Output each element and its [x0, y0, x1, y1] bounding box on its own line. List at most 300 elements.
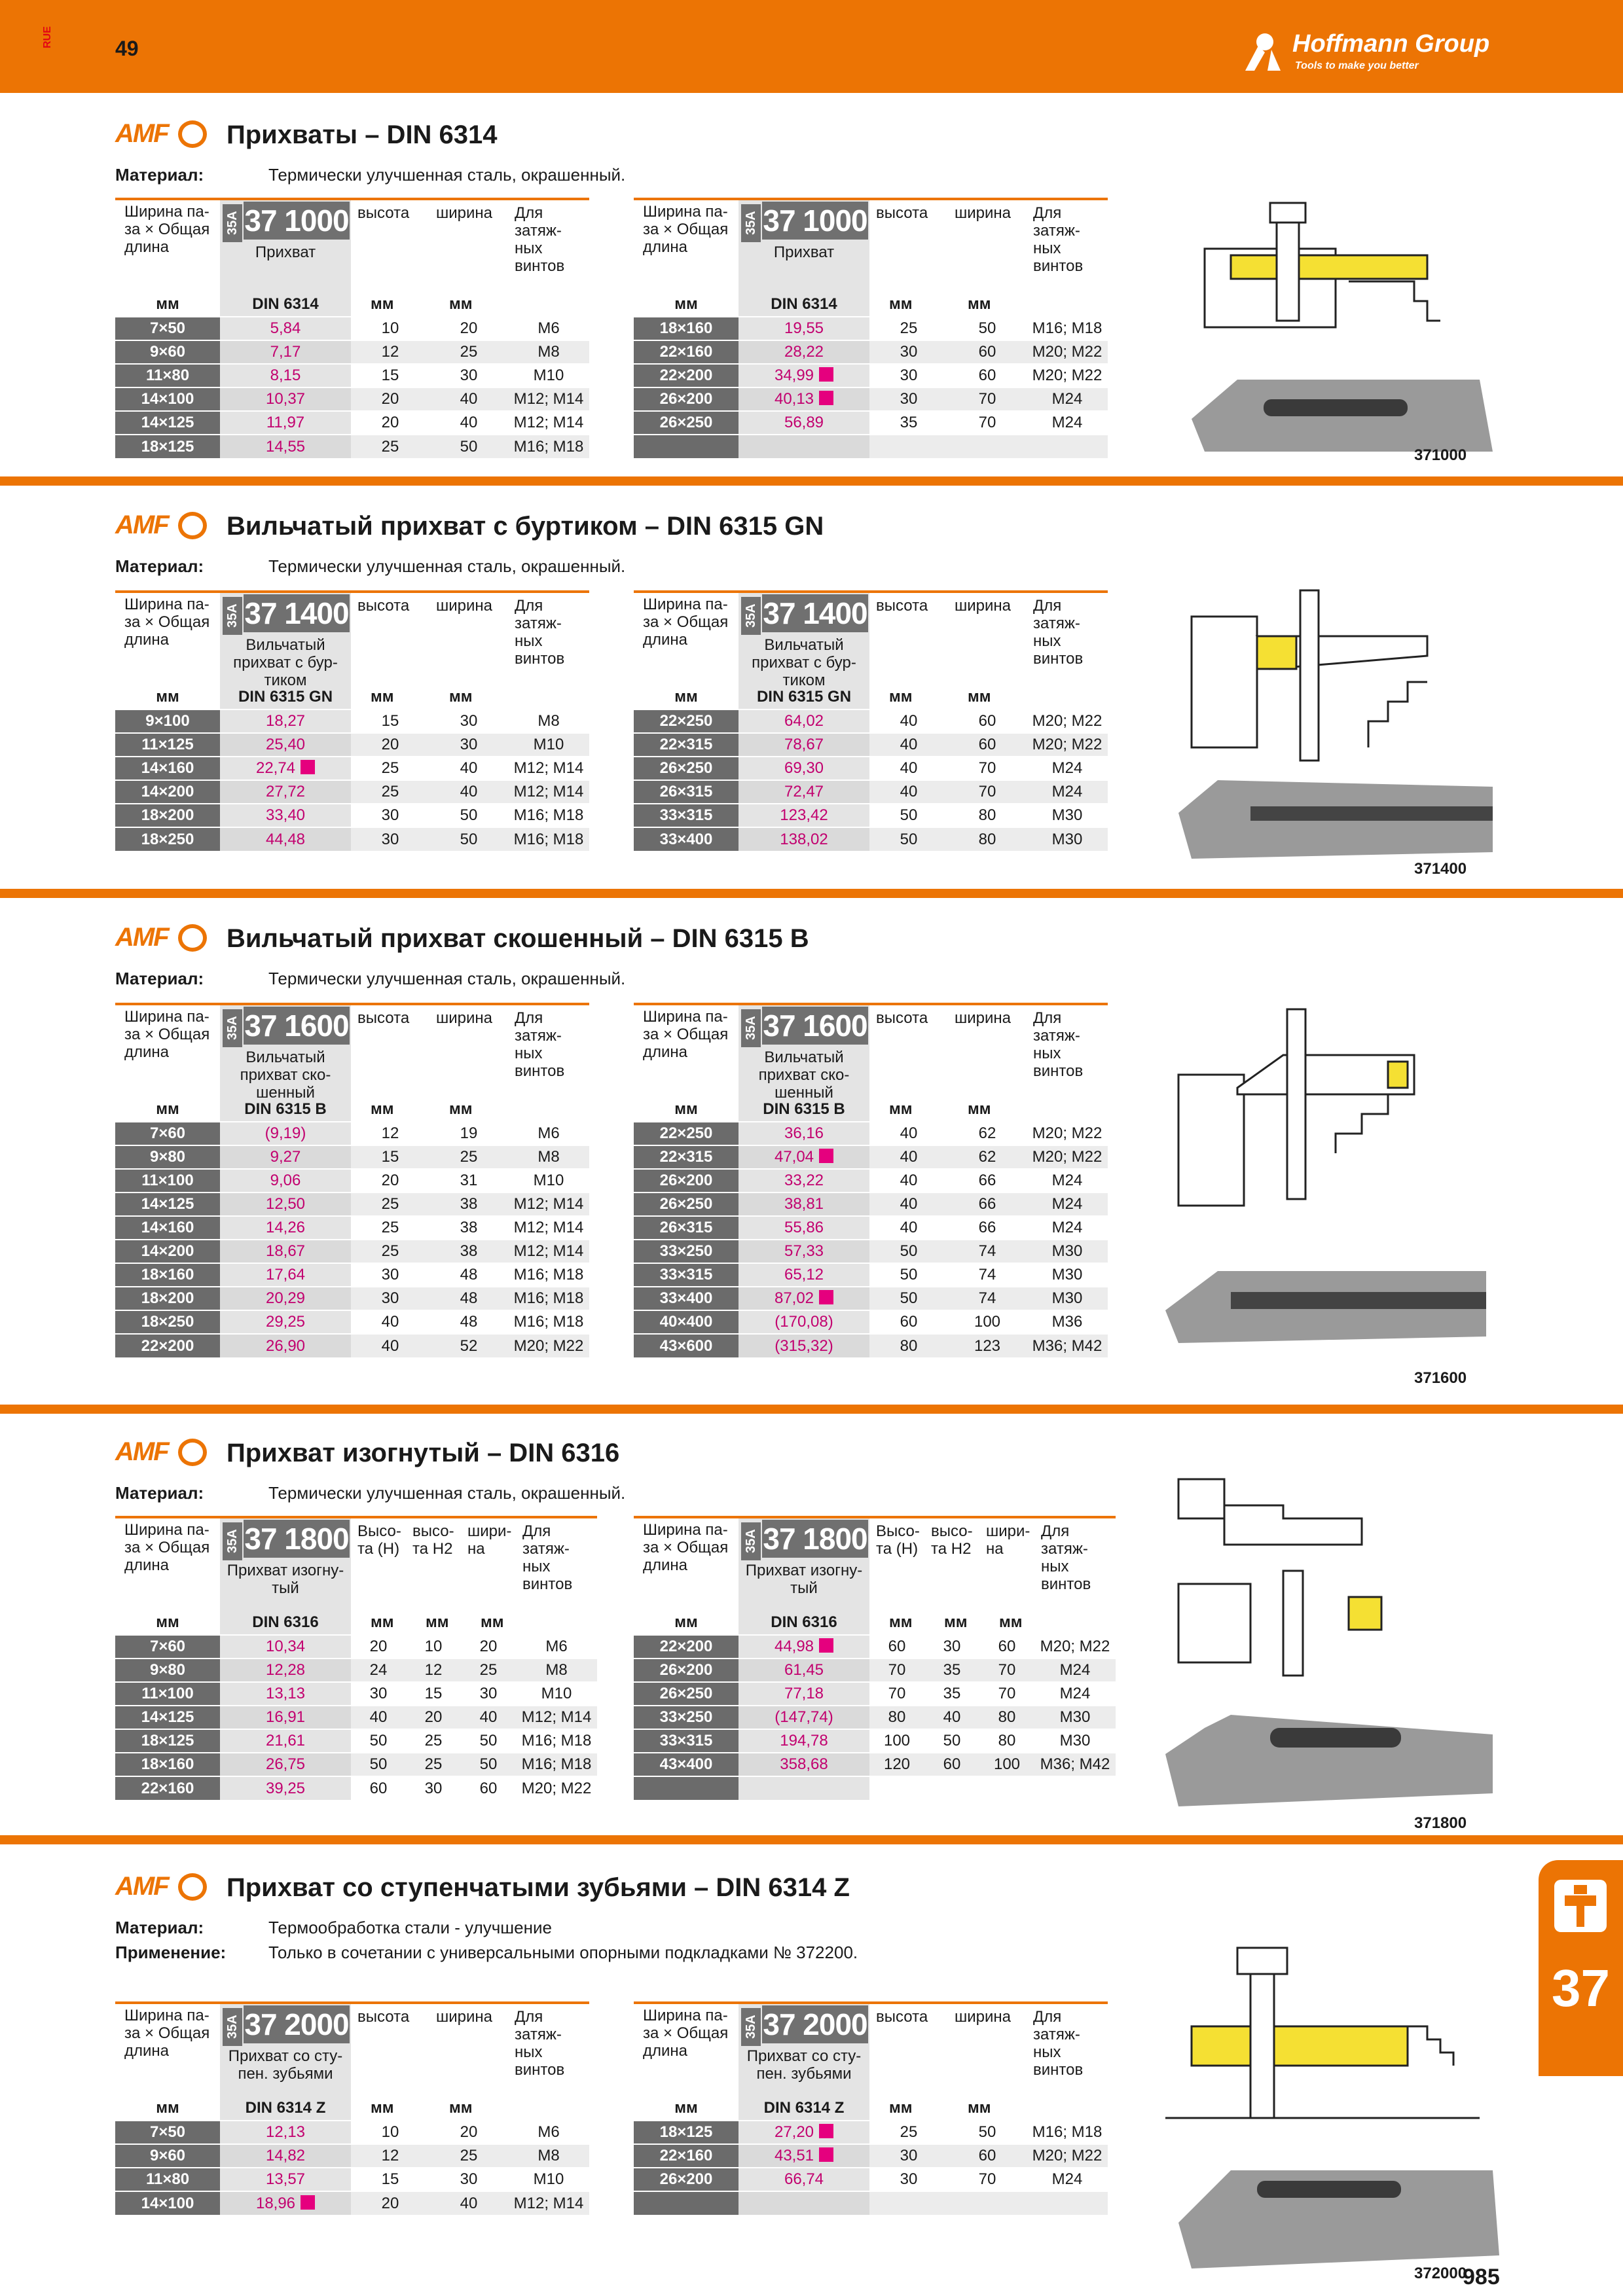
- table-row[interactable]: [634, 709, 1108, 733]
- price-cell[interactable]: 26,90: [220, 1334, 351, 1357]
- price-cell[interactable]: 5,84: [220, 317, 351, 340]
- value-cell: 80: [948, 827, 1027, 851]
- value-cell: 10: [351, 2121, 429, 2144]
- unit-label: мм: [889, 2099, 913, 2117]
- table-row[interactable]: [115, 1169, 589, 1193]
- table-row[interactable]: [115, 1776, 597, 1800]
- table-row[interactable]: [115, 317, 589, 340]
- value-cell: 20: [461, 1635, 516, 1659]
- price-cell[interactable]: [739, 435, 869, 458]
- value-cell: 40: [429, 411, 508, 435]
- table-row[interactable]: [634, 1659, 1116, 1682]
- value-cell: 40: [869, 733, 948, 757]
- value-cell: M20; M22: [1027, 1122, 1108, 1145]
- price-cell[interactable]: 40,13: [739, 387, 869, 411]
- value-cell: 60: [979, 1635, 1034, 1659]
- table-row[interactable]: [634, 435, 1108, 458]
- article-number: 37 1000: [244, 202, 350, 240]
- material-value: Термически улучшенная сталь, окрашенный.: [268, 969, 626, 988]
- value-cell: 30: [869, 2168, 948, 2191]
- dim-header: Ширина па-за × Общая длина: [634, 199, 739, 291]
- price-cell[interactable]: 17,64: [220, 1263, 351, 1287]
- hoffmann-logo[interactable]: [1241, 27, 1516, 80]
- price-cell[interactable]: (170,08): [739, 1310, 869, 1334]
- din-label: DIN 6315 B: [220, 1096, 351, 1122]
- price-cell[interactable]: (147,74): [739, 1706, 869, 1729]
- article-block: [739, 1005, 869, 1102]
- price-cell[interactable]: 44,98: [739, 1635, 869, 1659]
- article-block: [220, 2004, 351, 2094]
- product-code: 371800: [1414, 1814, 1467, 1832]
- value-cell: [924, 1776, 979, 1800]
- article-block: [220, 1005, 351, 1102]
- slot-size: [634, 435, 739, 458]
- badge-35a: 35A: [741, 2008, 761, 2046]
- slot-size: 26×200: [634, 1659, 739, 1682]
- product-code: 372000: [1414, 2265, 1467, 2282]
- value-cell: M6: [508, 317, 589, 340]
- price-cell[interactable]: [739, 2191, 869, 2215]
- value-cell: M10: [516, 1682, 597, 1706]
- value-cell: M24: [1027, 411, 1108, 435]
- value-cell: 48: [429, 1287, 508, 1310]
- slot-size: 26×250: [634, 1682, 739, 1706]
- dim-header: Ширина па-за × Общая длина: [115, 1517, 220, 1609]
- value-cell: M16; M18: [508, 827, 589, 851]
- language-code: RUE: [41, 26, 53, 48]
- slot-size: 9×60: [115, 340, 220, 364]
- table-row[interactable]: [115, 2168, 589, 2191]
- price-cell[interactable]: 29,25: [220, 1310, 351, 1334]
- table-row[interactable]: [115, 2144, 589, 2168]
- table-row[interactable]: [634, 1334, 1108, 1357]
- price-cell[interactable]: 123,42: [739, 804, 869, 827]
- price-cell[interactable]: 9,06: [220, 1169, 351, 1193]
- price-cell[interactable]: 20,29: [220, 1287, 351, 1310]
- material-label: Материал:: [115, 165, 204, 185]
- price-cell[interactable]: 33,40: [220, 804, 351, 827]
- table-row[interactable]: [115, 340, 589, 364]
- value-cell: 40: [429, 2191, 508, 2215]
- slot-size: 22×250: [634, 709, 739, 733]
- table-row[interactable]: [634, 1145, 1108, 1169]
- price-cell[interactable]: 56,89: [739, 411, 869, 435]
- value-cell: M30: [1027, 827, 1108, 851]
- column-header: Для затяж-ных винтов: [1027, 199, 1108, 291]
- value-cell: 40: [429, 757, 508, 780]
- slot-size: 14×200: [115, 780, 220, 804]
- price-cell[interactable]: 65,12: [739, 1263, 869, 1287]
- table-row[interactable]: [115, 2121, 589, 2144]
- table-row[interactable]: [634, 804, 1108, 827]
- slot-size: 18×160: [634, 317, 739, 340]
- price-cell[interactable]: 28,22: [739, 340, 869, 364]
- table-row[interactable]: [634, 1753, 1116, 1776]
- value-cell: 30: [869, 364, 948, 387]
- product-drawing: [1152, 177, 1506, 517]
- price-cell[interactable]: 12,28: [220, 1659, 351, 1682]
- din-label: DIN 6315 GN: [739, 683, 869, 709]
- price-cell[interactable]: 7,17: [220, 340, 351, 364]
- value-cell: 50: [869, 1240, 948, 1263]
- amf-logo: [115, 923, 213, 953]
- stock-marker: [819, 2147, 833, 2162]
- slot-size: 14×125: [115, 1706, 220, 1729]
- price-cell[interactable]: 55,86: [739, 1216, 869, 1240]
- price-cell[interactable]: 10,37: [220, 387, 351, 411]
- price-cell[interactable]: 38,81: [739, 1193, 869, 1216]
- value-cell: 74: [948, 1287, 1027, 1310]
- value-cell: 70: [948, 780, 1027, 804]
- price-cell[interactable]: 36,16: [739, 1122, 869, 1145]
- column-header: Для затяж-ных винтов: [508, 592, 589, 683]
- unit-label: мм: [889, 688, 913, 706]
- value-cell: 20: [351, 2191, 429, 2215]
- value-cell: M8: [508, 1145, 589, 1169]
- slot-size: 22×160: [115, 1776, 220, 1800]
- chapter-tab[interactable]: [1539, 1860, 1623, 2076]
- table-row[interactable]: [115, 1263, 589, 1287]
- slot-size: 18×200: [115, 1287, 220, 1310]
- table-row[interactable]: [634, 1122, 1108, 1145]
- price-cell[interactable]: 69,30: [739, 757, 869, 780]
- price-cell[interactable]: 18,67: [220, 1240, 351, 1263]
- value-cell: 25: [351, 780, 429, 804]
- value-cell: M8: [508, 709, 589, 733]
- table-row[interactable]: [115, 1729, 597, 1753]
- table-row[interactable]: [634, 2121, 1108, 2144]
- value-cell: M36; M42: [1027, 1334, 1108, 1357]
- table-row[interactable]: [115, 1310, 589, 1334]
- value-cell: 20: [351, 411, 429, 435]
- value-cell: 10: [351, 317, 429, 340]
- column-header: Для затяж-ных винтов: [1027, 2003, 1108, 2094]
- table-row[interactable]: [634, 340, 1108, 364]
- column-header: Для затяж-ных винтов: [508, 199, 589, 291]
- slot-size: 43×600: [634, 1334, 739, 1357]
- badge-35a: 35A: [741, 1522, 761, 1560]
- value-cell: M24: [1027, 1216, 1108, 1240]
- price-cell[interactable]: [739, 1776, 869, 1800]
- price-cell[interactable]: 77,18: [739, 1682, 869, 1706]
- unit-label: мм: [674, 2099, 698, 2117]
- value-cell: M16; M18: [508, 1263, 589, 1287]
- value-cell: M12; M14: [508, 1240, 589, 1263]
- price-cell[interactable]: 47,04: [739, 1145, 869, 1169]
- price-cell[interactable]: 8,15: [220, 364, 351, 387]
- price-cell[interactable]: 12,50: [220, 1193, 351, 1216]
- stock-marker: [819, 1290, 833, 1304]
- application-label: Применение:: [115, 1943, 227, 1962]
- table-row[interactable]: [115, 1122, 589, 1145]
- price-cell[interactable]: 22,74: [220, 757, 351, 780]
- table-row[interactable]: [115, 1193, 589, 1216]
- slot-size: 26×250: [634, 757, 739, 780]
- value-cell: 20: [351, 387, 429, 411]
- value-cell: 50: [869, 1263, 948, 1287]
- slot-size: 9×100: [115, 709, 220, 733]
- price-cell[interactable]: 11,97: [220, 411, 351, 435]
- table-row[interactable]: [115, 757, 589, 780]
- price-cell[interactable]: 12,13: [220, 2121, 351, 2144]
- amf-logo: [115, 1437, 213, 1467]
- value-cell: M16; M18: [508, 1287, 589, 1310]
- slot-size: 22×160: [634, 2144, 739, 2168]
- value-cell: 15: [351, 1145, 429, 1169]
- price-cell[interactable]: 358,68: [739, 1753, 869, 1776]
- unit-label: мм: [371, 688, 394, 706]
- value-cell: M16; M18: [508, 804, 589, 827]
- value-cell: 40: [351, 1334, 429, 1357]
- price-table-right: [634, 1003, 1108, 1357]
- table-row[interactable]: [634, 1635, 1116, 1659]
- value-cell: 40: [351, 1310, 429, 1334]
- material-label: Материал:: [115, 969, 204, 988]
- slot-size: 33×250: [634, 1240, 739, 1263]
- din-label: DIN 6314: [220, 291, 351, 317]
- table-row[interactable]: [115, 1659, 597, 1682]
- table-row[interactable]: [115, 733, 589, 757]
- table-row[interactable]: [634, 2191, 1108, 2215]
- table-row[interactable]: [115, 1216, 589, 1240]
- table-row[interactable]: [115, 1287, 589, 1310]
- table-row[interactable]: [634, 2168, 1108, 2191]
- value-cell: 15: [351, 364, 429, 387]
- price-cell[interactable]: 72,47: [739, 780, 869, 804]
- price-cell[interactable]: 9,27: [220, 1145, 351, 1169]
- column-header: Для затяж-ных винтов: [1034, 1517, 1116, 1609]
- value-cell: 25: [351, 435, 429, 458]
- value-cell: 50: [351, 1753, 406, 1776]
- price-table-left: [115, 590, 589, 851]
- price-table-right: [634, 1516, 1116, 1800]
- value-cell: 30: [869, 2144, 948, 2168]
- table-row[interactable]: [634, 1193, 1108, 1216]
- price-cell[interactable]: 44,48: [220, 827, 351, 851]
- table-row[interactable]: [634, 1263, 1108, 1287]
- value-cell: 30: [924, 1635, 979, 1659]
- table-row[interactable]: [634, 827, 1108, 851]
- table-row[interactable]: [634, 2144, 1108, 2168]
- price-cell[interactable]: 18,27: [220, 709, 351, 733]
- din-label: DIN 6316: [739, 1609, 869, 1635]
- value-cell: 66: [948, 1193, 1027, 1216]
- price-cell[interactable]: 27,20: [739, 2121, 869, 2144]
- price-cell[interactable]: 26,75: [220, 1753, 351, 1776]
- table-row[interactable]: [115, 1635, 597, 1659]
- table-row[interactable]: [115, 2191, 589, 2215]
- price-cell[interactable]: 21,61: [220, 1729, 351, 1753]
- slot-size: 40×400: [634, 1310, 739, 1334]
- price-cell[interactable]: 64,02: [739, 709, 869, 733]
- slot-size: 26×250: [634, 411, 739, 435]
- price-cell[interactable]: 138,02: [739, 827, 869, 851]
- value-cell: 50: [461, 1729, 516, 1753]
- table-row[interactable]: [634, 1706, 1116, 1729]
- value-cell: 60: [948, 2144, 1027, 2168]
- article-description: Вильчатый прихват с бур-тиком: [233, 636, 338, 689]
- value-cell: 15: [406, 1682, 461, 1706]
- price-cell[interactable]: 13,13: [220, 1682, 351, 1706]
- hoffmann-logo-icon: [1241, 30, 1287, 72]
- price-cell[interactable]: 33,22: [739, 1169, 869, 1193]
- value-cell: M8: [508, 340, 589, 364]
- table-row[interactable]: [115, 709, 589, 733]
- table-row[interactable]: [634, 1776, 1116, 1800]
- price-cell[interactable]: 39,25: [220, 1776, 351, 1800]
- slot-size: 43×400: [634, 1753, 739, 1776]
- table-row[interactable]: [634, 411, 1108, 435]
- slot-size: 11×125: [115, 733, 220, 757]
- price-cell[interactable]: 43,51: [739, 2144, 869, 2168]
- value-cell: [1034, 1776, 1116, 1800]
- table-row[interactable]: [115, 804, 589, 827]
- slot-size: 18×125: [634, 2121, 739, 2144]
- value-cell: 12: [406, 1659, 461, 1682]
- table-row[interactable]: [115, 411, 589, 435]
- column-header: высо-та H2: [924, 1517, 979, 1609]
- price-cell[interactable]: 13,57: [220, 2168, 351, 2191]
- value-cell: 80: [869, 1706, 924, 1729]
- price-cell[interactable]: 78,67: [739, 733, 869, 757]
- value-cell: 40: [869, 1169, 948, 1193]
- slot-size: 26×250: [634, 1193, 739, 1216]
- table-row[interactable]: [634, 387, 1108, 411]
- value-cell: 20: [351, 1635, 406, 1659]
- value-cell: 35: [924, 1682, 979, 1706]
- table-row[interactable]: [634, 757, 1108, 780]
- price-cell[interactable]: 19,55: [739, 317, 869, 340]
- table-row[interactable]: [115, 387, 589, 411]
- value-cell: 52: [429, 1334, 508, 1357]
- value-cell: 30: [406, 1776, 461, 1800]
- table-row[interactable]: [634, 1169, 1108, 1193]
- value-cell: [869, 435, 948, 458]
- article-description: Прихват: [773, 243, 835, 261]
- table-row[interactable]: [634, 1287, 1108, 1310]
- value-cell: M20; M22: [508, 1334, 589, 1357]
- table-row[interactable]: [115, 827, 589, 851]
- price-cell[interactable]: 14,82: [220, 2144, 351, 2168]
- value-cell: 60: [948, 340, 1027, 364]
- table-row[interactable]: [634, 364, 1108, 387]
- table-row[interactable]: [634, 780, 1108, 804]
- price-cell[interactable]: 27,72: [220, 780, 351, 804]
- table-row[interactable]: [115, 1145, 589, 1169]
- table-row[interactable]: [115, 1240, 589, 1263]
- column-header: ширина: [948, 592, 1027, 683]
- column-header: Для затяж-ных винтов: [1027, 592, 1108, 683]
- price-cell[interactable]: 14,26: [220, 1216, 351, 1240]
- slot-size: 18×160: [115, 1753, 220, 1776]
- badge-35a: 35A: [223, 204, 242, 242]
- value-cell: [979, 1776, 1034, 1800]
- value-cell: 100: [948, 1310, 1027, 1334]
- price-cell[interactable]: (315,32): [739, 1334, 869, 1357]
- value-cell: 30: [351, 804, 429, 827]
- slot-size: 33×250: [634, 1706, 739, 1729]
- slot-size: 14×100: [115, 2191, 220, 2215]
- value-cell: 30: [351, 1682, 406, 1706]
- table-row[interactable]: [115, 1706, 597, 1729]
- column-header: Для затяж-ных винтов: [1027, 1004, 1108, 1096]
- value-cell: 15: [351, 709, 429, 733]
- slot-size: 14×200: [115, 1240, 220, 1263]
- table-row[interactable]: [634, 1682, 1116, 1706]
- table-row[interactable]: [115, 364, 589, 387]
- price-cell[interactable]: 25,40: [220, 733, 351, 757]
- amf-logo-text: AMF: [115, 511, 168, 539]
- table-row[interactable]: [634, 317, 1108, 340]
- price-cell[interactable]: 10,34: [220, 1635, 351, 1659]
- dim-header: Ширина па-за × Общая длина: [115, 592, 220, 683]
- price-cell[interactable]: 66,74: [739, 2168, 869, 2191]
- section-divider: [0, 1405, 1623, 1414]
- value-cell: M16; M18: [1027, 2121, 1108, 2144]
- value-cell: M24: [1027, 757, 1108, 780]
- table-row[interactable]: [634, 733, 1108, 757]
- unit-label: мм: [674, 688, 698, 706]
- value-cell: [869, 1776, 924, 1800]
- unit-label: мм: [371, 1613, 394, 1631]
- table-row[interactable]: [115, 1682, 597, 1706]
- slot-size: 14×125: [115, 411, 220, 435]
- value-cell: M30: [1027, 804, 1108, 827]
- column-header: Высо-та (H): [351, 1517, 406, 1609]
- unit-label: мм: [674, 295, 698, 313]
- unit-label: мм: [449, 2099, 473, 2117]
- section-title: Вильчатый прихват скошенный – DIN 6315 B: [227, 924, 809, 953]
- table-row[interactable]: [634, 1240, 1108, 1263]
- value-cell: 70: [948, 757, 1027, 780]
- price-cell[interactable]: 61,45: [739, 1659, 869, 1682]
- article-description: Прихват изогну-тый: [745, 1562, 863, 1597]
- table-row[interactable]: [115, 1334, 589, 1357]
- table-row[interactable]: [115, 1753, 597, 1776]
- value-cell: 70: [869, 1682, 924, 1706]
- article-block: [220, 1518, 351, 1609]
- price-cell[interactable]: 18,96: [220, 2191, 351, 2215]
- unit-label: мм: [449, 1100, 473, 1118]
- price-cell[interactable]: 87,02: [739, 1287, 869, 1310]
- value-cell: 50: [869, 827, 948, 851]
- table-row[interactable]: [634, 1729, 1116, 1753]
- value-cell: 20: [429, 317, 508, 340]
- price-cell[interactable]: 57,33: [739, 1240, 869, 1263]
- price-cell[interactable]: 14,55: [220, 435, 351, 458]
- unit-label: мм: [371, 1100, 394, 1118]
- table-row[interactable]: [115, 435, 589, 458]
- price-cell[interactable]: 194,78: [739, 1729, 869, 1753]
- value-cell: 24: [351, 1659, 406, 1682]
- table-row[interactable]: [634, 1310, 1108, 1334]
- value-cell: M20; M22: [1027, 709, 1108, 733]
- table-row[interactable]: [634, 1216, 1108, 1240]
- value-cell: M24: [1027, 2168, 1108, 2191]
- column-header: высота: [869, 2003, 948, 2094]
- value-cell: M20; M22: [1027, 2144, 1108, 2168]
- slot-size: 18×125: [115, 435, 220, 458]
- table-row[interactable]: [115, 780, 589, 804]
- amf-logo: [115, 511, 213, 541]
- price-cell[interactable]: (9,19): [220, 1122, 351, 1145]
- price-cell[interactable]: 34,99: [739, 364, 869, 387]
- price-cell[interactable]: 16,91: [220, 1706, 351, 1729]
- value-cell: 48: [429, 1310, 508, 1334]
- value-cell: M20; M22: [1027, 340, 1108, 364]
- value-cell: M16; M18: [508, 435, 589, 458]
- column-header: Для затяж-ных винтов: [516, 1517, 597, 1609]
